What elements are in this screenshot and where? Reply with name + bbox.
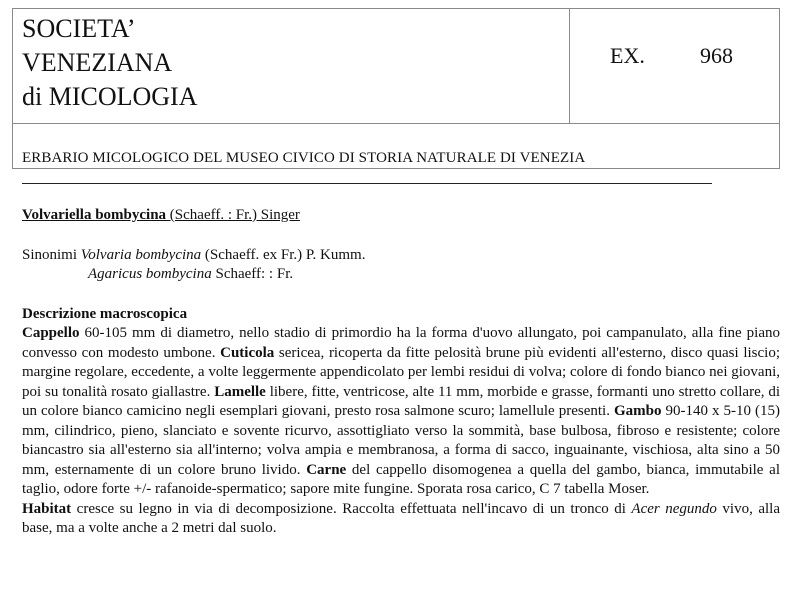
society-line-1: SOCIETA’ xyxy=(22,14,136,43)
header-divider xyxy=(569,8,570,124)
gambo-text: 90-140 x 5-10 (15) mm, cilindrico, pieno, slanciato e sovente ricurvo, assottigliato verso la sommità, base bulbosa, fibroso e resistente; colore biancastro sia all'esterno sia all'interno; volva ampia e membranosa, a forma di sacco, inguainante, vischiosa, alta sino a 50 mm, esternamente di un colore bruno livido. xyxy=(22,403,780,478)
synonym-2-authority: Schaeff: : Fr. xyxy=(211,266,294,282)
description-paragraph xyxy=(22,324,780,500)
species-authority: (Schaeff. : Fr.) Singer xyxy=(166,207,300,223)
carne-label: Carne xyxy=(306,461,347,478)
lamelle-text: libere, fitte, ventricose, alte 11 mm, morbide e grasse, formanti uno stretto collare, di un colore bianco camicino negli esemplari giovani, presto rosa salmone scuro; lamellule presenti. xyxy=(22,383,781,419)
document-body xyxy=(22,206,780,539)
synonym-line-2 xyxy=(22,265,780,285)
exsiccata-number: 968 xyxy=(700,43,733,68)
carne-text: del cappello disomogenea a quella del gambo, bianca, immutabile al taglio, odore forte +/- rafanoide-spermatico; sapore mite fungine. Sporata rosa carico, C 7 tabella Moser. xyxy=(22,461,780,497)
synonym-1-authority: (Schaeff. ex Fr.) P. Kumm. xyxy=(201,246,366,263)
habitat-paragraph xyxy=(22,500,780,539)
species-name: Volvariella bombycina xyxy=(22,207,167,223)
exsiccata-label: EX. xyxy=(610,43,645,68)
habitat-species: Acer negundo xyxy=(631,500,717,517)
spacer xyxy=(22,285,780,305)
cappello-text: 60-105 mm di diametro, nello stadio di primordio ha la forma d'uovo allungato, poi campanulato, alla fine piano convesso con modesto umbone. xyxy=(22,325,780,361)
species-title xyxy=(22,206,780,226)
society-line-2: VENEZIANA xyxy=(22,48,173,77)
cuticola-text: sericea, ricoperta da fitte pelosità brune più evidenti all'esterno, disco quasi liscio; margine regolare, eccedente, a volte leggermente appendicolato per lembi residui di volva; colore di fondo bianco nei giovani, poi su tonalità rosato giallastre. xyxy=(22,344,780,400)
lamelle-label: Lamelle xyxy=(214,383,266,400)
synonym-1-name: Volvaria bombycina xyxy=(80,246,202,263)
gambo-label: Gambo xyxy=(613,403,662,419)
habitat-text-end: vivo, alla base, ma a volte anche a 2 metri dal suolo. xyxy=(22,500,780,536)
cuticola-label: Cuticola xyxy=(220,344,275,361)
synonym-line-1 xyxy=(22,246,780,266)
society-line-3: di MICOLOGIA xyxy=(22,82,198,111)
erbario-title: ERBARIO MICOLOGICO DEL MUSEO CIVICO DI STORIA NATURALE DI VENEZIA xyxy=(22,150,586,166)
habitat-text: cresce su legno in via di decomposizione. Raccolta effettuata nell'incavo di un tronco di xyxy=(71,500,632,517)
synonym-2-name: Agaricus bombycina xyxy=(88,266,212,282)
cappello-label: Cappello xyxy=(22,325,80,341)
synonyms-label: Sinonimi xyxy=(22,246,81,263)
spacer xyxy=(22,226,780,246)
society-name xyxy=(22,12,198,114)
description-title: Descrizione macroscopica xyxy=(22,305,188,322)
habitat-label: Habitat xyxy=(22,500,72,517)
horizontal-rule xyxy=(22,183,712,184)
